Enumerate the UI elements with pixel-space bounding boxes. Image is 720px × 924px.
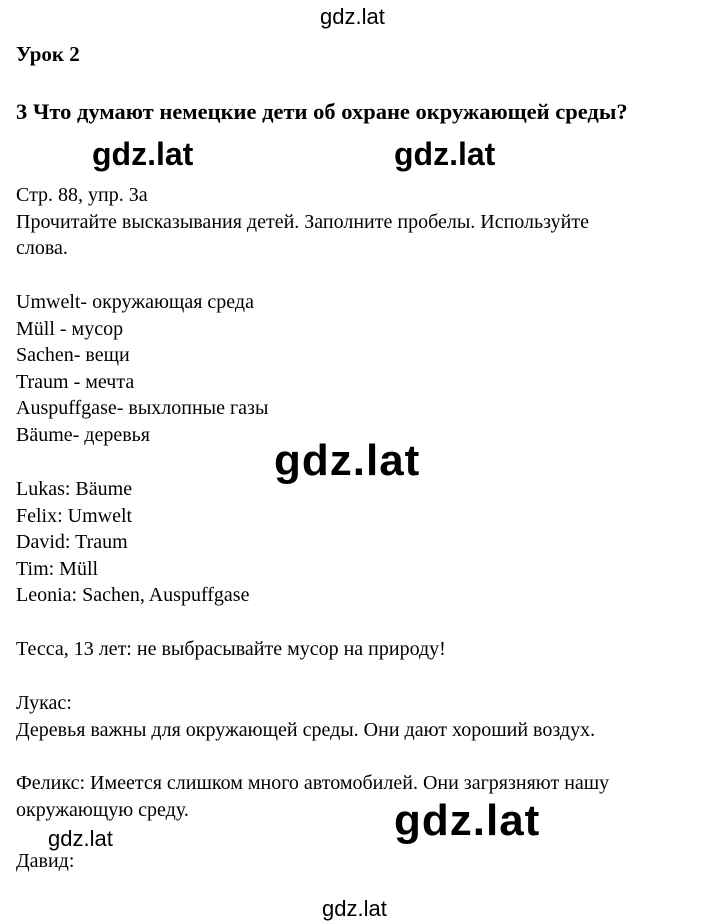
task-block [16, 182, 589, 262]
answer-item: Felix: Umwelt [16, 504, 133, 527]
vocabulary-list [16, 289, 268, 448]
answer-item: Tim: Müll [16, 557, 99, 580]
watermark-bottom: gdz.lat [322, 896, 387, 921]
translation-lukas [16, 690, 595, 743]
answer-item: Leonia: Sachen, Auspuffgase [16, 584, 250, 606]
watermark-lower-right: gdz.lat [394, 796, 541, 845]
watermark-title-right: gdz.lat [394, 136, 496, 172]
exercise-title: 3 Что думают немецкие дети об охране окружающей среды? [16, 99, 628, 124]
task-reference: Стр. 88, упр. 3а [16, 184, 148, 206]
lesson-heading: Урок 2 [16, 42, 80, 66]
david-label: Давид: [16, 850, 75, 872]
watermark-middle: gdz.lat [274, 436, 421, 485]
felix-line1: Феликс: Имеется слишком много автомобилей. Они загрязняют нашу [16, 772, 610, 794]
felix-line2: окружающую среду. [16, 798, 189, 821]
answer-item: Lukas: Bäume [16, 478, 133, 500]
vocabulary-item: Müll - мусор [16, 317, 124, 340]
vocabulary-item: Umwelt- окружающая среда [16, 291, 254, 313]
answers-list [16, 476, 249, 609]
vocabulary-item: Auspuffgase- выхлопные газы [16, 397, 269, 419]
vocabulary-item: Sachen- вещи [16, 344, 130, 366]
task-instruction-line2: слова. [16, 237, 68, 259]
translation-tessa: Тесса, 13 лет: не выбрасывайте мусор на природу! [16, 638, 446, 660]
vocabulary-item: Bäume- деревья [16, 423, 151, 446]
watermark-title-left: gdz.lat [92, 136, 194, 172]
answer-item: David: Traum [16, 531, 128, 553]
lukas-label: Лукас: [16, 692, 72, 714]
watermark-top: gdz.lat [320, 4, 385, 29]
lukas-text: Деревья важны для окружающей среды. Они дают хороший воздух. [16, 718, 596, 741]
vocabulary-item: Traum - мечта [16, 370, 135, 393]
watermark-lower-left: gdz.lat [48, 826, 113, 851]
task-instruction-line1: Прочитайте высказывания детей. Заполните пробелы. Используйте [16, 210, 589, 233]
